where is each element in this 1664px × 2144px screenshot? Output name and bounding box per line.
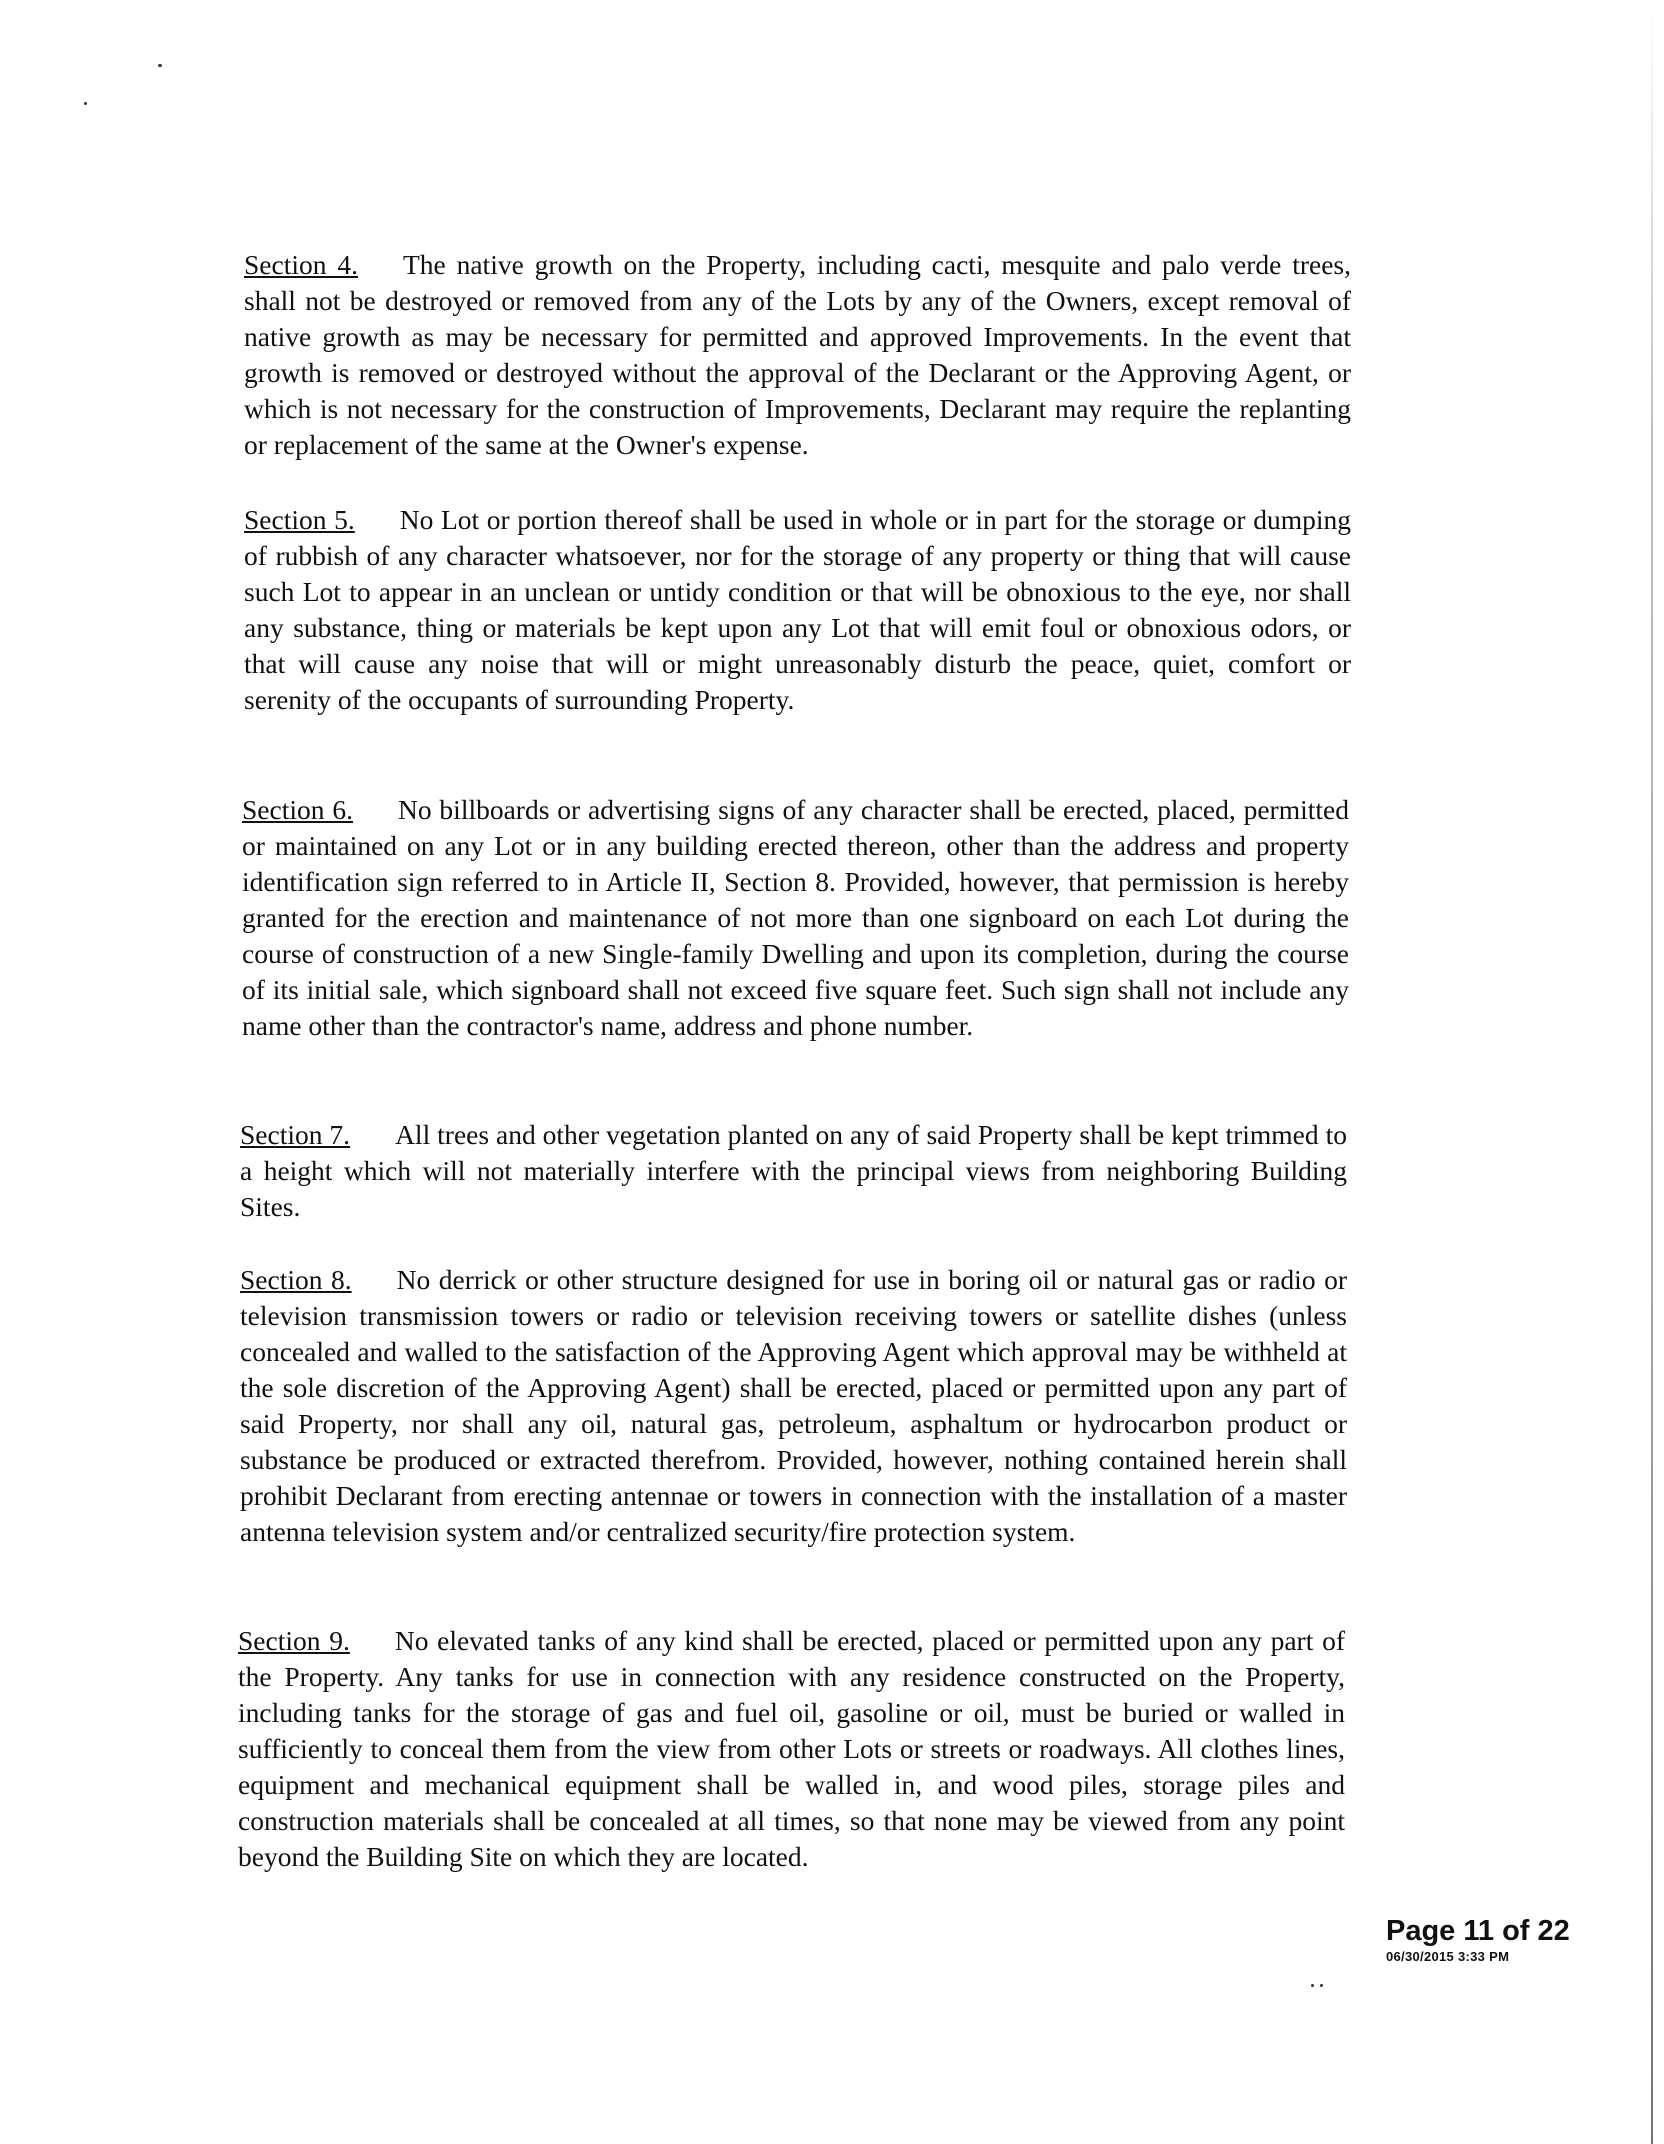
section-body: No billboards or advertising signs of any character shall be erected, placed, permitted or maintained on any Lot or in any building erected thereon, other than the address and property identification sign referred to in Article II, Section 8. Provided, however, that permission is hereby granted for the erection and maintenance of not more than one signboard on each Lot during the course of construction of a new Single-family Dwelling and upon its completion, during the course of its initial sale, which signboard shall not exceed five square feet. Such sign shall not include any name other than the contractor's name, address and phone number. [242, 794, 1349, 1041]
section-6 [242, 792, 1349, 1044]
scan-speck [1320, 1984, 1323, 1987]
section-body: All trees and other vegetation planted on any of said Property shall be kept trimmed to a height which will not materially interfere with the principal views from neighboring Building Sites. [240, 1119, 1347, 1222]
section-body: No Lot or portion thereof shall be used in whole or in part for the storage or dumping of rubbish of any character whatsoever, nor for the storage of any property or thing that will cause such Lot to appear in an unclean or untidy condition or that will be obnoxious to the eye, nor shall any substance, thing or materials be kept upon any Lot that will emit foul or obnoxious odors, or that will cause any noise that will or might unreasonably disturb the peace, quiet, comfort or serenity of the occupants of surrounding Property. [244, 504, 1351, 715]
section-heading: Section 4. [244, 249, 358, 280]
scan-edge-line [1651, 0, 1653, 2144]
section-heading: Section 5. [244, 504, 355, 535]
scan-speck [1311, 1984, 1314, 1987]
section-4 [244, 247, 1351, 463]
section-heading: Section 8. [240, 1264, 352, 1295]
section-5 [244, 502, 1351, 718]
page-number: Page 11 of 22 [1386, 1915, 1570, 1947]
section-heading: Section 9. [238, 1625, 350, 1656]
scan-speck [84, 102, 87, 105]
section-body: No elevated tanks of any kind shall be erected, placed or permitted upon any part of the Property. Any tanks for use in connection with any residence constructed on the Property, including tanks for the storage of gas and fuel oil, gasoline or oil, must be buried or walled in sufficiently to conceal them from the view from other Lots or streets or roadways. All clothes lines, equipment and mechanical equipment shall be walled in, and wood piles, storage piles and construction materials shall be concealed at all times, so that none may be viewed from any point beyond the Building Site on which they are located. [238, 1625, 1345, 1872]
section-heading: Section 7. [240, 1119, 351, 1150]
section-7 [240, 1117, 1347, 1225]
page-footer [1386, 1914, 1570, 1966]
scan-speck [158, 64, 162, 67]
section-body: No derrick or other structure designed for use in boring oil or natural gas or radio or television transmission towers or radio or television receiving towers or satellite dishes (unless concealed and walled to the satisfaction of the Approving Agent which approval may be withheld at the sole discretion of the Approving Agent) shall be erected, placed or permitted upon any part of said Property, nor shall any oil, natural gas, petroleum, asphaltum or hydrocarbon product or substance be produced or extracted therefrom. Provided, however, nothing contained herein shall prohibit Declarant from erecting antennae or towers in connection with the installation of a master antenna television system and/or centralized security/fire protection system. [240, 1264, 1347, 1547]
recording-timestamp: 06/30/2015 3:33 PM [1386, 1949, 1510, 1964]
section-9 [238, 1623, 1345, 1875]
section-body: The native growth on the Property, including cacti, mesquite and palo verde trees, shall not be destroyed or removed from any of the Lots by any of the Owners, except removal of native growth as may be necessary for permitted and approved Improvements. In the event that growth is removed or destroyed without the approval of the Declarant or the Approving Agent, or which is not necessary for the construction of Improvements, Declarant may require the replanting or replacement of the same at the Owner's expense. [244, 249, 1351, 460]
section-8 [240, 1262, 1347, 1550]
section-heading: Section 6. [242, 794, 353, 825]
